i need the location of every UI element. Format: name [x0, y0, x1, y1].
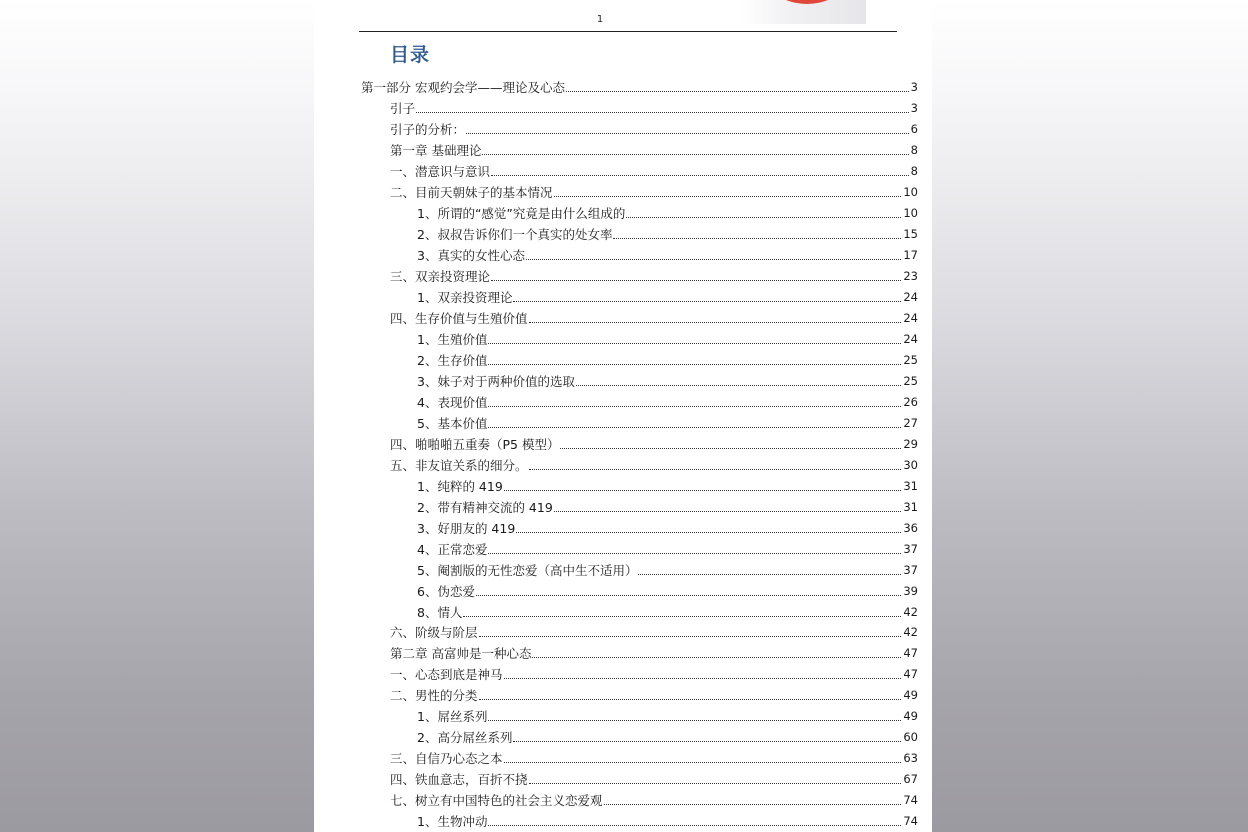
toc-entry-label: 二、男性的分类: [390, 688, 478, 704]
toc-entry-page: 42: [903, 604, 918, 619]
toc-entry-label: 5、基本价值: [417, 415, 488, 431]
toc-entry-label: 第一章 基础理论: [390, 142, 482, 158]
toc-entry-label: 引子的分析：: [390, 121, 466, 137]
toc-entry[interactable]: [390, 431, 918, 452]
toc-entry-label: 5、阉割版的无性恋爱（高中生不适用）: [417, 562, 638, 578]
toc-entry-page: 63: [903, 751, 918, 766]
toc-dot-leader: [613, 238, 901, 239]
toc-entry-page: 47: [903, 646, 918, 661]
toc-entry-page: 25: [903, 373, 918, 388]
toc-entry[interactable]: [417, 536, 918, 557]
toc-entry-page: 3: [910, 80, 918, 94]
toc-dot-leader: [488, 720, 901, 721]
toc-entry-page: 31: [903, 478, 918, 493]
toc-entry[interactable]: [390, 158, 918, 179]
toc-dot-leader: [479, 699, 902, 700]
toc-entry-page: 6: [910, 121, 918, 136]
toc-entry-page: 24: [903, 310, 918, 325]
toc-dot-leader: [476, 595, 901, 596]
toc-entry-label: 8、情人: [417, 604, 463, 620]
toc-entry-label: 1、生物冲动: [417, 814, 488, 830]
toc-entry-label: 1、屌丝系列: [417, 709, 488, 725]
toc-dot-leader: [529, 322, 902, 323]
toc-entry[interactable]: [390, 263, 918, 284]
toc-entry[interactable]: [417, 494, 918, 515]
toc-dot-leader: [532, 657, 901, 658]
toc-entry-label: 三、双亲投资理论: [390, 268, 491, 284]
toc-dot-leader: [466, 133, 909, 134]
toc-entry-page: 23: [903, 268, 918, 283]
toc-dot-leader: [566, 91, 909, 92]
toc-dot-leader: [482, 154, 908, 155]
toc-entry-page: 15: [903, 226, 918, 241]
toc-dot-leader: [526, 259, 901, 260]
toc-entry-label: 第一部分 宏观约会学——理论及心态: [361, 80, 565, 95]
toc-entry-page: 25: [903, 352, 918, 367]
toc-dot-leader: [479, 636, 902, 637]
toc-entry[interactable]: [417, 389, 918, 410]
toc-entry[interactable]: [390, 452, 918, 473]
toc-dot-leader: [416, 112, 909, 113]
toc-entry-page: 10: [903, 184, 918, 199]
toc-entry[interactable]: [417, 724, 918, 745]
toc-dot-leader: [491, 175, 909, 176]
toc-dot-leader: [529, 469, 902, 470]
toc-entry[interactable]: [390, 305, 918, 326]
toc-entry-label: 1、双亲投资理论: [417, 289, 513, 305]
toc-entry[interactable]: [361, 74, 918, 95]
toc-dot-leader: [488, 364, 901, 365]
toc-entry[interactable]: [390, 766, 918, 787]
toc-entry-label: 一、潜意识与意识: [390, 163, 491, 179]
toc-entry[interactable]: [390, 137, 918, 158]
toc-dot-leader: [513, 741, 901, 742]
toc-entry-label: 2、高分屌丝系列: [417, 730, 513, 746]
toc-entry-page: 24: [903, 289, 918, 304]
toc-entry[interactable]: [390, 787, 918, 808]
toc-dot-leader: [504, 762, 902, 763]
toc-entry-page: 31: [903, 499, 918, 514]
toc-entry[interactable]: [417, 515, 918, 536]
toc-entry-page: 74: [903, 793, 918, 808]
toc-entry-page: 37: [903, 541, 918, 556]
toc-dot-leader: [560, 448, 901, 449]
toc-entry-label: 二、目前天朝妹子的基本情况: [390, 184, 553, 200]
header-rule: [359, 31, 897, 32]
toc-entry[interactable]: [417, 578, 918, 599]
toc-entry-page: 8: [910, 163, 918, 178]
toc-dot-leader: [488, 553, 901, 554]
toc-entry[interactable]: [417, 703, 918, 724]
toc-dot-leader: [513, 301, 901, 302]
toc-entry[interactable]: [417, 410, 918, 431]
toc-entry[interactable]: [417, 347, 918, 368]
toc-entry-label: 4、表现价值: [417, 394, 488, 410]
toc-entry-label: 四、铁血意志，百折不挠: [390, 772, 528, 788]
toc-entry-page: 3: [910, 100, 918, 115]
toc-dot-leader: [488, 406, 901, 407]
toc-dot-leader: [626, 217, 901, 218]
toc-entry[interactable]: [390, 661, 918, 682]
toc-entry-page: 42: [903, 625, 918, 640]
toc-entry-label: 三、自信乃心态之本: [390, 751, 503, 767]
toc-entry-page: 74: [903, 814, 918, 829]
toc-entry-label: 引子: [390, 100, 416, 116]
toc-entry-page: 27: [903, 415, 918, 430]
toc-dot-leader: [488, 825, 901, 826]
toc-entry-page: 26: [903, 394, 918, 409]
toc-dot-leader: [529, 783, 902, 784]
toc-entry-page: 30: [903, 457, 918, 472]
toc-entry-label: 五、非友谊关系的细分。: [390, 457, 528, 473]
toc-entry-page: 49: [903, 688, 918, 703]
toc-entry-label: 2、生存价值: [417, 352, 488, 368]
toc-title: 目录: [390, 44, 431, 66]
toc-entry[interactable]: [417, 557, 918, 578]
toc-entry-page: 67: [903, 772, 918, 787]
toc-dot-leader: [516, 532, 901, 533]
toc-dot-leader: [491, 280, 901, 281]
toc-entry-page: 60: [903, 730, 918, 745]
toc-entry[interactable]: [390, 682, 918, 703]
toc-entry[interactable]: [390, 619, 918, 640]
toc-entry-page: 36: [903, 520, 918, 535]
toc-entry[interactable]: [417, 368, 918, 389]
toc-entry-label: 1、所谓的“感觉”究竟是由什么组成的: [417, 205, 626, 221]
toc-entry-page: 24: [903, 331, 918, 346]
toc-entry[interactable]: [390, 745, 918, 766]
toc-entry-page: 37: [903, 562, 918, 577]
toc-entry[interactable]: [417, 242, 918, 263]
toc-entry-label: 四、啪啪啪五重奏（P5 模型）: [390, 436, 560, 452]
toc-entry[interactable]: [417, 284, 918, 305]
toc-dot-leader: [638, 574, 901, 575]
toc-entry-page: 49: [903, 709, 918, 724]
toc-entry-label: 1、生殖价值: [417, 331, 488, 347]
toc-entry[interactable]: [417, 473, 918, 494]
toc-entry-label: 2、带有精神交流的 419: [417, 499, 553, 515]
toc-dot-leader: [604, 804, 902, 805]
toc-dot-leader: [576, 385, 901, 386]
toc-dot-leader: [504, 678, 902, 679]
page-number: 1: [596, 14, 604, 25]
toc-entry-label: 6、伪恋爱: [417, 583, 475, 599]
toc-dot-leader: [504, 490, 902, 491]
toc-entry-label: 2、叔叔告诉你们一个真实的处女率: [417, 226, 613, 242]
toc-entry-page: 17: [903, 247, 918, 262]
toc-entry[interactable]: [417, 808, 918, 829]
toc-entry-page: 8: [910, 142, 918, 157]
toc-entry-label: 六、阶级与阶层: [390, 625, 478, 641]
toc-entry-label: 3、妹子对于两种价值的选取: [417, 373, 575, 389]
toc-entry[interactable]: [417, 599, 918, 620]
logo-arc-graphic: [740, 0, 866, 24]
toc-entry[interactable]: [390, 95, 918, 116]
toc-entry-label: 七、树立有中国特色的社会主义恋爱观: [390, 793, 603, 809]
toc-entry-label: 3、真实的女性心态: [417, 247, 525, 263]
toc-entry-page: 10: [903, 205, 918, 220]
toc-entry-label: 四、生存价值与生殖价值: [390, 310, 528, 326]
toc-dot-leader: [554, 511, 902, 512]
toc-entry-label: 一、心态到底是神马: [390, 667, 503, 683]
toc-dot-leader: [488, 427, 901, 428]
toc-entry-label: 第二章 高富帅是一种心态: [390, 646, 532, 662]
toc-entry[interactable]: [417, 326, 918, 347]
toc-dot-leader: [463, 616, 901, 617]
toc-entry[interactable]: [390, 640, 918, 661]
toc-entry-page: 47: [903, 667, 918, 682]
toc-entry[interactable]: [417, 221, 918, 242]
toc-entry[interactable]: [417, 200, 918, 221]
toc-entry-label: 3、好朋友的 419: [417, 520, 516, 536]
toc-entry[interactable]: [390, 116, 918, 137]
toc-entry-label: 1、纯粹的 419: [417, 478, 503, 494]
toc-entry[interactable]: [390, 179, 918, 200]
toc-dot-leader: [488, 343, 901, 344]
toc-dot-leader: [554, 196, 902, 197]
toc-entry-page: 39: [903, 583, 918, 598]
toc-entry-label: 4、正常恋爱: [417, 541, 488, 557]
toc-entry-page: 29: [903, 436, 918, 451]
